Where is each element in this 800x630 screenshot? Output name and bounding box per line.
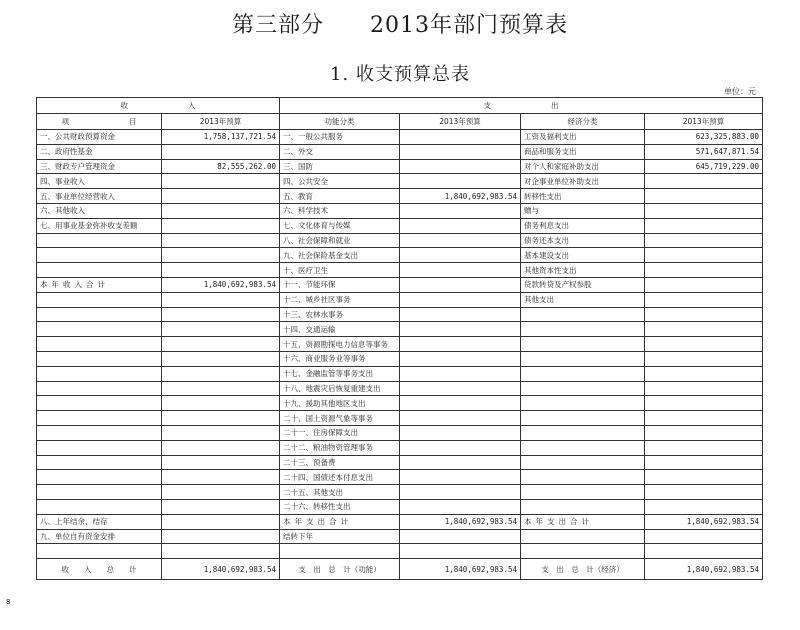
econ-amount-cell [645, 218, 763, 233]
income-item-cell: 八、上年结余、结存 [37, 514, 162, 529]
econ-item-cell: 商品和服务支出 [521, 144, 645, 159]
income-item-cell [37, 425, 162, 440]
econ-amount-cell: 571,647,871.54 [645, 144, 763, 159]
table-row [37, 514, 763, 529]
income-amount-cell [162, 203, 280, 218]
income-item-cell [37, 396, 162, 411]
func-item-cell: 六、科学技术 [280, 203, 400, 218]
econ-amount-cell [645, 292, 763, 307]
table-row [37, 189, 763, 204]
func-amount-cell [400, 499, 521, 514]
func-item-cell: 二十三、预备费 [280, 455, 400, 470]
func-amount-cell [400, 396, 521, 411]
table-row [37, 263, 763, 278]
table-row [37, 455, 763, 470]
income-item-cell: 四、事业收入 [37, 174, 162, 189]
func-item-cell: 三、国防 [280, 159, 400, 174]
table-row [37, 425, 763, 440]
econ-amount-cell [645, 263, 763, 278]
econ-item-cell [521, 499, 645, 514]
econ-item-cell [521, 337, 645, 352]
econ-item-cell [521, 440, 645, 455]
econ-amount-cell [645, 411, 763, 426]
expense-header: 支 出 [280, 98, 763, 114]
table-row [37, 233, 763, 248]
func-item-cell: 五、教育 [280, 189, 400, 204]
table-row [37, 159, 763, 174]
func-amount-cell [400, 529, 521, 544]
econ-amount-cell: 1,840,692,983.54 [645, 514, 763, 529]
table-row [37, 396, 763, 411]
func-item-cell: 二十五、其他支出 [280, 485, 400, 500]
income-item-cell [37, 322, 162, 337]
income-amount-cell [162, 425, 280, 440]
econ-item-cell [521, 366, 645, 381]
func-amount-cell [400, 218, 521, 233]
func-item-cell: 十四、交通运输 [280, 322, 400, 337]
income-amount-cell [162, 529, 280, 544]
func-amount-cell [400, 159, 521, 174]
econ-amount-cell [645, 189, 763, 204]
econ-item-cell: 对个人和家庭补助支出 [521, 159, 645, 174]
func-item-cell: 十五、资源勘探电力信息等事务 [280, 337, 400, 352]
econ-amount-cell [645, 544, 763, 559]
func-item-cell: 十七、金融监管等事务支出 [280, 366, 400, 381]
page-number: 8 [6, 598, 11, 606]
econ-total-label: 支 出 总 计（经济） [521, 559, 645, 580]
econ-item-cell: 赠与 [521, 203, 645, 218]
table-row [37, 248, 763, 263]
table-row [37, 144, 763, 159]
econ-amount-cell [645, 337, 763, 352]
econ-amount-cell: 645,719,229.00 [645, 159, 763, 174]
income-item-cell [37, 248, 162, 263]
table-row [37, 381, 763, 396]
func-item-cell: 二十二、粮油物资管理事务 [280, 440, 400, 455]
economic-header: 经济分类 [521, 114, 645, 130]
func-amount-cell [400, 455, 521, 470]
table-row [37, 337, 763, 352]
income-amount-cell [162, 440, 280, 455]
income-item-cell: 六、其他收入 [37, 203, 162, 218]
func-item-cell: 十六、商业服务业等事务 [280, 351, 400, 366]
income-amount-cell [162, 263, 280, 278]
income-amount-cell [162, 544, 280, 559]
income-amount-cell [162, 174, 280, 189]
func-amount-cell: 1,840,692,983.54 [400, 189, 521, 204]
income-amount-cell [162, 248, 280, 263]
econ-item-cell [521, 455, 645, 470]
income-item-cell [37, 470, 162, 485]
income-item-cell [37, 292, 162, 307]
income-item-cell [37, 544, 162, 559]
table-row [37, 307, 763, 322]
econ-item-cell [521, 322, 645, 337]
econ-amount-cell [645, 425, 763, 440]
econ-item-cell [521, 485, 645, 500]
table-row [37, 277, 763, 292]
econ-item-cell [521, 425, 645, 440]
func-item-cell: 十二、城乡社区事务 [280, 292, 400, 307]
table-row [37, 218, 763, 233]
income-item-cell [37, 440, 162, 455]
func-item-cell: 二十一、住房保障支出 [280, 425, 400, 440]
econ-item-cell [521, 544, 645, 559]
income-amount-cell [162, 411, 280, 426]
econ-item-cell [521, 381, 645, 396]
econ-amount-cell [645, 499, 763, 514]
income-amount-cell [162, 233, 280, 248]
func-amount-cell [400, 130, 521, 145]
income-budget-header: 2013年预算 [162, 114, 280, 130]
table-row [37, 470, 763, 485]
income-amount-cell [162, 381, 280, 396]
income-amount-cell [162, 514, 280, 529]
econ-item-cell [521, 396, 645, 411]
income-amount-cell [162, 499, 280, 514]
econ-total-amount: 1,840,692,983.54 [645, 559, 763, 580]
econ-amount-cell [645, 248, 763, 263]
income-amount-cell: 1,758,137,721.54 [162, 130, 280, 145]
income-amount-cell [162, 218, 280, 233]
func-item-cell: 二、外交 [280, 144, 400, 159]
econ-budget-header: 2013年预算 [645, 114, 763, 130]
unit-label: 单位：元 [724, 87, 756, 96]
econ-amount-cell [645, 485, 763, 500]
func-amount-cell [400, 263, 521, 278]
func-item-cell: 十九、援助其他地区支出 [280, 396, 400, 411]
func-item-cell: 一、一般公共服务 [280, 130, 400, 145]
header-row-sub [37, 114, 763, 130]
econ-item-cell [521, 307, 645, 322]
income-item-cell [37, 411, 162, 426]
table-row [37, 351, 763, 366]
income-amount-cell [162, 144, 280, 159]
econ-amount-cell [645, 203, 763, 218]
functional-header: 功能分类 [280, 114, 400, 130]
income-item-cell [37, 455, 162, 470]
func-amount-cell [400, 174, 521, 189]
func-amount-cell [400, 485, 521, 500]
table-row [37, 499, 763, 514]
func-item-cell: 十三、农林水事务 [280, 307, 400, 322]
func-item-cell: 二十、国土资源气象等事务 [280, 411, 400, 426]
func-item-cell: 本年支出合计 [280, 514, 400, 529]
econ-amount-cell [645, 307, 763, 322]
econ-amount-cell [645, 381, 763, 396]
func-amount-cell [400, 307, 521, 322]
income-amount-cell [162, 485, 280, 500]
func-amount-cell [400, 411, 521, 426]
econ-item-cell [521, 411, 645, 426]
func-amount-cell [400, 292, 521, 307]
table-row [37, 440, 763, 455]
table-row [37, 292, 763, 307]
func-amount-cell [400, 544, 521, 559]
func-amount-cell [400, 233, 521, 248]
func-amount-cell [400, 470, 521, 485]
func-amount-cell [400, 366, 521, 381]
income-item-cell: 二、政府性基金 [37, 144, 162, 159]
income-amount-cell [162, 322, 280, 337]
income-amount-cell [162, 366, 280, 381]
income-amount-cell [162, 337, 280, 352]
item-header: 项 目 [37, 114, 162, 130]
econ-item-cell: 债务利息支出 [521, 218, 645, 233]
func-amount-cell [400, 277, 521, 292]
func-amount-cell [400, 351, 521, 366]
econ-item-cell [521, 470, 645, 485]
econ-amount-cell: 623,325,883.00 [645, 130, 763, 145]
table-row [37, 411, 763, 426]
func-amount-cell [400, 425, 521, 440]
econ-item-cell [521, 351, 645, 366]
income-amount-cell [162, 307, 280, 322]
income-item-cell [37, 499, 162, 514]
econ-amount-cell [645, 529, 763, 544]
budget-table [36, 97, 763, 580]
econ-amount-cell [645, 396, 763, 411]
income-item-cell: 一、公共财政预算资金 [37, 130, 162, 145]
econ-item-cell: 对企事业单位补助支出 [521, 174, 645, 189]
econ-amount-cell [645, 351, 763, 366]
income-item-cell: 五、事业单位经营收入 [37, 189, 162, 204]
econ-item-cell: 本年支出合计 [521, 514, 645, 529]
table-row [37, 322, 763, 337]
func-amount-cell [400, 440, 521, 455]
func-item-cell: 七、文化体育与传媒 [280, 218, 400, 233]
income-item-cell [37, 366, 162, 381]
func-amount-cell [400, 144, 521, 159]
income-item-cell [37, 381, 162, 396]
econ-amount-cell [645, 455, 763, 470]
header-row-main [37, 98, 763, 114]
income-item-cell [37, 337, 162, 352]
income-header: 收 入 [37, 98, 280, 114]
income-item-cell [37, 233, 162, 248]
income-item-cell [37, 263, 162, 278]
econ-item-cell: 转移性支出 [521, 189, 645, 204]
income-item-cell: 三、财政专户管理资金 [37, 159, 162, 174]
econ-item-cell: 基本建设支出 [521, 248, 645, 263]
table-row [37, 529, 763, 544]
income-total-amount: 1,840,692,983.54 [162, 559, 280, 580]
econ-item-cell: 债务还本支出 [521, 233, 645, 248]
func-item-cell: 九、社会保险基金支出 [280, 248, 400, 263]
income-item-cell [37, 351, 162, 366]
func-amount-cell [400, 381, 521, 396]
income-amount-cell [162, 189, 280, 204]
func-amount-cell [400, 248, 521, 263]
income-amount-cell [162, 470, 280, 485]
econ-amount-cell [645, 277, 763, 292]
income-amount-cell [162, 455, 280, 470]
income-item-cell: 七、用事业基金弥补收支差额 [37, 218, 162, 233]
func-amount-cell [400, 322, 521, 337]
income-amount-cell [162, 396, 280, 411]
econ-amount-cell [645, 233, 763, 248]
econ-amount-cell [645, 174, 763, 189]
func-amount-cell [400, 203, 521, 218]
econ-item-cell: 其他支出 [521, 292, 645, 307]
grand-total-row [37, 559, 763, 580]
table-row [37, 174, 763, 189]
func-item-cell: 十八、地震灾后恢复重建支出 [280, 381, 400, 396]
table-row [37, 130, 763, 145]
func-item-cell: 十一、节能环保 [280, 277, 400, 292]
econ-item-cell: 贷款转贷及产权参股 [521, 277, 645, 292]
func-item-cell [280, 544, 400, 559]
econ-amount-cell [645, 470, 763, 485]
econ-item-cell: 其他资本性支出 [521, 263, 645, 278]
func-item-cell: 二十六、转移性支出 [280, 499, 400, 514]
func-item-cell: 四、公共安全 [280, 174, 400, 189]
table-title: 1. 收支预算总表 [330, 64, 470, 85]
func-amount-cell [400, 337, 521, 352]
income-item-cell: 本年收入合计 [37, 277, 162, 292]
func-item-cell: 十、医疗卫生 [280, 263, 400, 278]
econ-item-cell [521, 529, 645, 544]
income-amount-cell: 1,840,692,983.54 [162, 277, 280, 292]
econ-amount-cell [645, 322, 763, 337]
func-item-cell: 八、社会保障和就业 [280, 233, 400, 248]
page-title: 第三部分 2013年部门预算表 [232, 13, 568, 38]
income-item-cell [37, 307, 162, 322]
func-amount-cell: 1,840,692,983.54 [400, 514, 521, 529]
income-amount-cell [162, 292, 280, 307]
econ-item-cell: 工资及福利支出 [521, 130, 645, 145]
income-total-label: 收 入 总 计 [37, 559, 162, 580]
table-row [37, 366, 763, 381]
econ-amount-cell [645, 366, 763, 381]
func-total-label: 支 出 总 计（功能） [280, 559, 400, 580]
table-row [37, 544, 763, 559]
income-amount-cell: 82,555,262.00 [162, 159, 280, 174]
income-item-cell: 九、单位自有资金安排 [37, 529, 162, 544]
func-budget-header: 2013年预算 [400, 114, 521, 130]
table-row [37, 485, 763, 500]
table-row [37, 203, 763, 218]
func-item-cell: 二十四、国债还本付息支出 [280, 470, 400, 485]
econ-amount-cell [645, 440, 763, 455]
income-item-cell [37, 485, 162, 500]
func-item-cell: 结转下年 [280, 529, 400, 544]
income-amount-cell [162, 351, 280, 366]
func-total-amount: 1,840,692,983.54 [400, 559, 521, 580]
